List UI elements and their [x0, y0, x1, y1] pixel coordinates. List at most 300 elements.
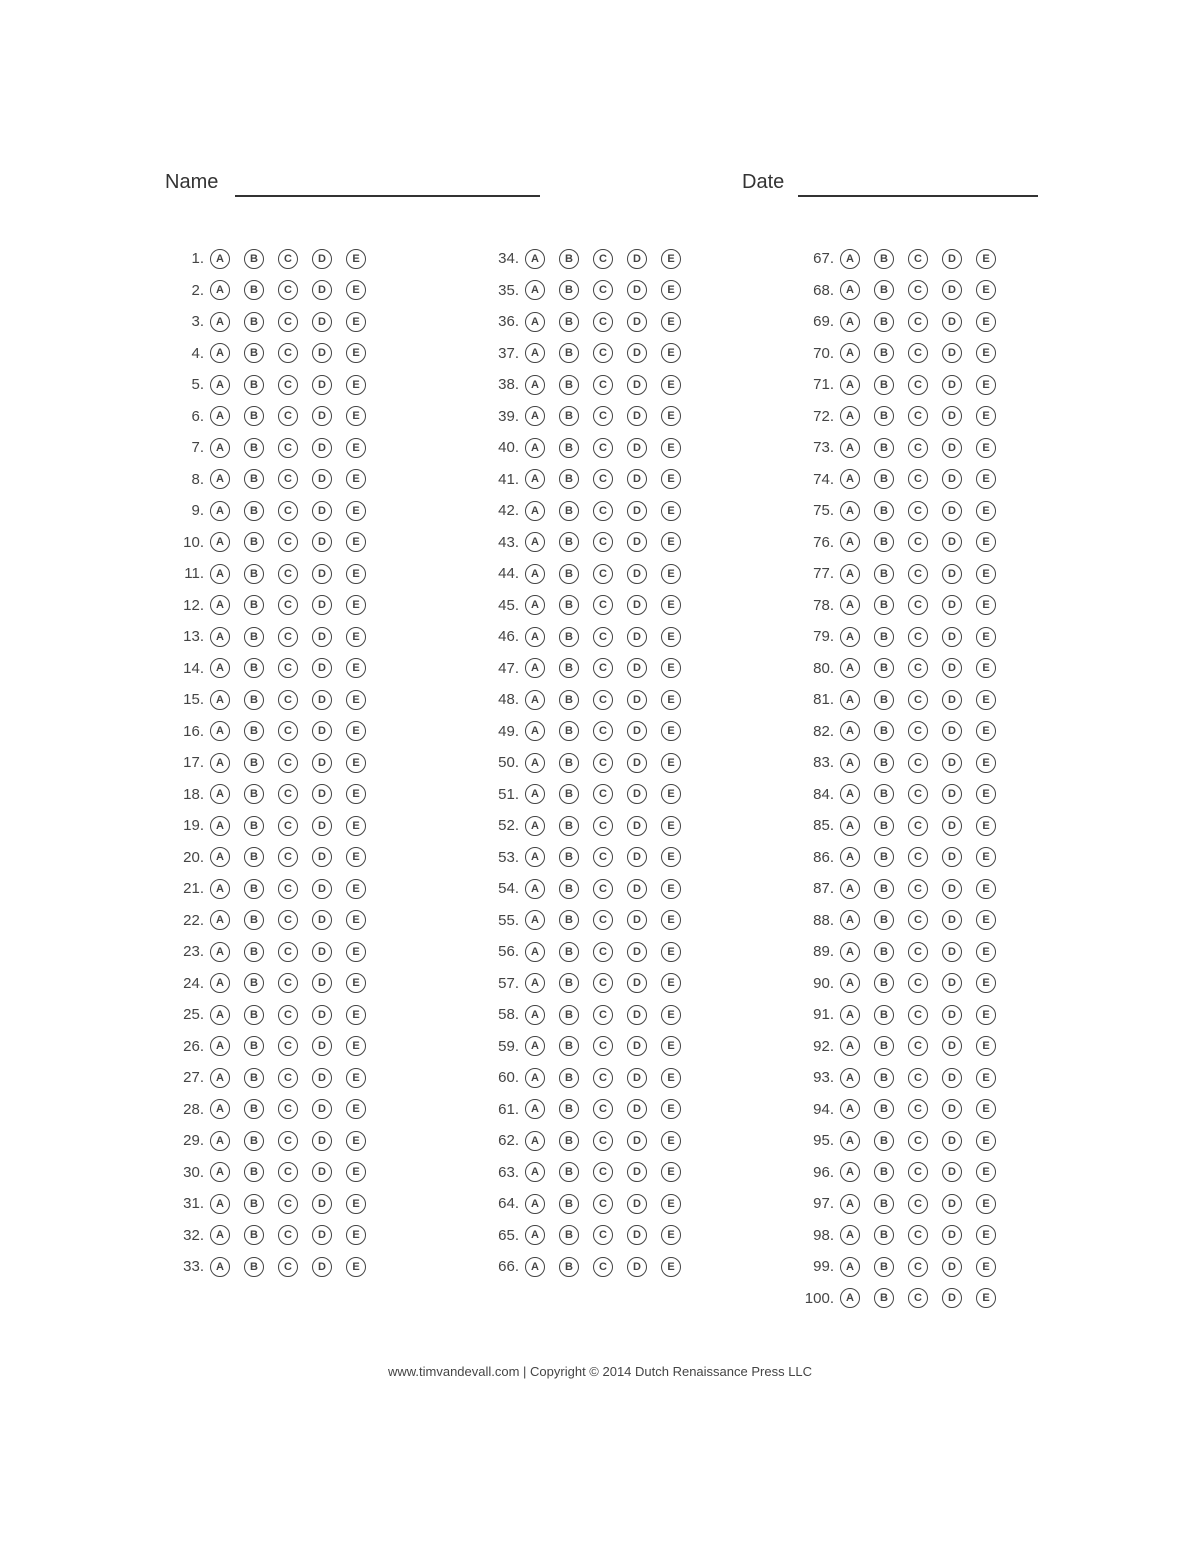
answer-bubble-d[interactable]: D: [627, 564, 647, 584]
answer-bubble-d[interactable]: D: [627, 312, 647, 332]
answer-bubble-a[interactable]: A: [840, 658, 860, 678]
answer-bubble-e[interactable]: E: [346, 564, 366, 584]
answer-bubble-a[interactable]: A: [210, 1225, 230, 1245]
answer-bubble-b[interactable]: B: [874, 595, 894, 615]
answer-bubble-b[interactable]: B: [874, 1068, 894, 1088]
answer-bubble-c[interactable]: C: [278, 816, 298, 836]
answer-bubble-d[interactable]: D: [942, 910, 962, 930]
answer-bubble-a[interactable]: A: [210, 406, 230, 426]
answer-bubble-d[interactable]: D: [312, 816, 332, 836]
answer-bubble-a[interactable]: A: [525, 1099, 545, 1119]
answer-bubble-e[interactable]: E: [661, 1225, 681, 1245]
answer-bubble-a[interactable]: A: [525, 1131, 545, 1151]
answer-bubble-c[interactable]: C: [278, 375, 298, 395]
answer-bubble-d[interactable]: D: [942, 1288, 962, 1308]
answer-bubble-d[interactable]: D: [627, 910, 647, 930]
answer-bubble-b[interactable]: B: [874, 312, 894, 332]
answer-bubble-d[interactable]: D: [312, 910, 332, 930]
answer-bubble-e[interactable]: E: [346, 1068, 366, 1088]
answer-bubble-e[interactable]: E: [976, 690, 996, 710]
answer-bubble-a[interactable]: A: [210, 249, 230, 269]
answer-bubble-b[interactable]: B: [244, 343, 264, 363]
answer-bubble-c[interactable]: C: [593, 1162, 613, 1182]
answer-bubble-b[interactable]: B: [244, 910, 264, 930]
answer-bubble-a[interactable]: A: [525, 1005, 545, 1025]
answer-bubble-e[interactable]: E: [976, 784, 996, 804]
answer-bubble-e[interactable]: E: [976, 1194, 996, 1214]
answer-bubble-b[interactable]: B: [244, 280, 264, 300]
answer-bubble-a[interactable]: A: [525, 406, 545, 426]
answer-bubble-e[interactable]: E: [661, 753, 681, 773]
answer-bubble-a[interactable]: A: [840, 1131, 860, 1151]
answer-bubble-a[interactable]: A: [525, 564, 545, 584]
answer-bubble-d[interactable]: D: [942, 406, 962, 426]
answer-bubble-c[interactable]: C: [908, 627, 928, 647]
answer-bubble-a[interactable]: A: [210, 879, 230, 899]
date-field[interactable]: [798, 195, 1038, 197]
answer-bubble-c[interactable]: C: [278, 879, 298, 899]
answer-bubble-a[interactable]: A: [210, 280, 230, 300]
answer-bubble-b[interactable]: B: [559, 343, 579, 363]
answer-bubble-a[interactable]: A: [525, 1225, 545, 1245]
answer-bubble-d[interactable]: D: [312, 942, 332, 962]
answer-bubble-c[interactable]: C: [908, 1005, 928, 1025]
answer-bubble-d[interactable]: D: [312, 280, 332, 300]
answer-bubble-c[interactable]: C: [278, 973, 298, 993]
answer-bubble-d[interactable]: D: [627, 406, 647, 426]
answer-bubble-e[interactable]: E: [661, 532, 681, 552]
answer-bubble-e[interactable]: E: [976, 343, 996, 363]
answer-bubble-d[interactable]: D: [942, 847, 962, 867]
answer-bubble-c[interactable]: C: [908, 375, 928, 395]
answer-bubble-e[interactable]: E: [661, 1131, 681, 1151]
answer-bubble-b[interactable]: B: [874, 1036, 894, 1056]
answer-bubble-d[interactable]: D: [942, 1131, 962, 1151]
answer-bubble-d[interactable]: D: [942, 280, 962, 300]
answer-bubble-d[interactable]: D: [627, 942, 647, 962]
answer-bubble-a[interactable]: A: [525, 627, 545, 647]
answer-bubble-a[interactable]: A: [525, 438, 545, 458]
answer-bubble-b[interactable]: B: [874, 343, 894, 363]
answer-bubble-e[interactable]: E: [661, 595, 681, 615]
answer-bubble-a[interactable]: A: [840, 753, 860, 773]
answer-bubble-d[interactable]: D: [942, 1257, 962, 1277]
answer-bubble-c[interactable]: C: [278, 658, 298, 678]
answer-bubble-e[interactable]: E: [976, 438, 996, 458]
answer-bubble-a[interactable]: A: [210, 784, 230, 804]
answer-bubble-b[interactable]: B: [874, 690, 894, 710]
answer-bubble-c[interactable]: C: [593, 343, 613, 363]
answer-bubble-a[interactable]: A: [525, 973, 545, 993]
answer-bubble-c[interactable]: C: [593, 847, 613, 867]
answer-bubble-e[interactable]: E: [346, 627, 366, 647]
answer-bubble-e[interactable]: E: [976, 406, 996, 426]
answer-bubble-a[interactable]: A: [525, 847, 545, 867]
answer-bubble-c[interactable]: C: [593, 375, 613, 395]
answer-bubble-c[interactable]: C: [908, 942, 928, 962]
answer-bubble-b[interactable]: B: [874, 1225, 894, 1245]
answer-bubble-e[interactable]: E: [976, 973, 996, 993]
answer-bubble-d[interactable]: D: [627, 1257, 647, 1277]
answer-bubble-d[interactable]: D: [312, 1005, 332, 1025]
answer-bubble-a[interactable]: A: [210, 1131, 230, 1151]
answer-bubble-c[interactable]: C: [278, 1257, 298, 1277]
answer-bubble-c[interactable]: C: [278, 343, 298, 363]
answer-bubble-c[interactable]: C: [278, 627, 298, 647]
answer-bubble-c[interactable]: C: [908, 784, 928, 804]
answer-bubble-d[interactable]: D: [942, 973, 962, 993]
answer-bubble-e[interactable]: E: [661, 501, 681, 521]
answer-bubble-c[interactable]: C: [908, 1036, 928, 1056]
answer-bubble-a[interactable]: A: [840, 627, 860, 647]
answer-bubble-a[interactable]: A: [525, 1257, 545, 1277]
answer-bubble-b[interactable]: B: [244, 879, 264, 899]
answer-bubble-a[interactable]: A: [840, 910, 860, 930]
answer-bubble-d[interactable]: D: [312, 847, 332, 867]
answer-bubble-e[interactable]: E: [976, 1131, 996, 1151]
answer-bubble-c[interactable]: C: [593, 627, 613, 647]
answer-bubble-a[interactable]: A: [840, 469, 860, 489]
answer-bubble-e[interactable]: E: [976, 942, 996, 962]
answer-bubble-a[interactable]: A: [840, 1068, 860, 1088]
answer-bubble-a[interactable]: A: [525, 280, 545, 300]
answer-bubble-d[interactable]: D: [627, 753, 647, 773]
answer-bubble-e[interactable]: E: [976, 721, 996, 741]
answer-bubble-d[interactable]: D: [942, 658, 962, 678]
answer-bubble-d[interactable]: D: [942, 249, 962, 269]
answer-bubble-d[interactable]: D: [627, 375, 647, 395]
answer-bubble-b[interactable]: B: [559, 595, 579, 615]
answer-bubble-a[interactable]: A: [525, 753, 545, 773]
answer-bubble-d[interactable]: D: [627, 280, 647, 300]
answer-bubble-a[interactable]: A: [210, 595, 230, 615]
answer-bubble-b[interactable]: B: [559, 564, 579, 584]
answer-bubble-b[interactable]: B: [559, 721, 579, 741]
answer-bubble-d[interactable]: D: [312, 879, 332, 899]
answer-bubble-d[interactable]: D: [312, 721, 332, 741]
answer-bubble-e[interactable]: E: [346, 280, 366, 300]
answer-bubble-e[interactable]: E: [346, 375, 366, 395]
answer-bubble-d[interactable]: D: [627, 658, 647, 678]
answer-bubble-c[interactable]: C: [278, 784, 298, 804]
answer-bubble-b[interactable]: B: [244, 595, 264, 615]
answer-bubble-b[interactable]: B: [559, 753, 579, 773]
answer-bubble-d[interactable]: D: [942, 312, 962, 332]
answer-bubble-e[interactable]: E: [661, 564, 681, 584]
answer-bubble-e[interactable]: E: [976, 312, 996, 332]
answer-bubble-b[interactable]: B: [559, 280, 579, 300]
answer-bubble-c[interactable]: C: [593, 280, 613, 300]
answer-bubble-d[interactable]: D: [312, 784, 332, 804]
answer-bubble-c[interactable]: C: [908, 1068, 928, 1088]
answer-bubble-c[interactable]: C: [593, 879, 613, 899]
answer-bubble-e[interactable]: E: [661, 280, 681, 300]
answer-bubble-e[interactable]: E: [661, 249, 681, 269]
answer-bubble-d[interactable]: D: [942, 879, 962, 899]
answer-bubble-b[interactable]: B: [874, 501, 894, 521]
answer-bubble-e[interactable]: E: [661, 879, 681, 899]
answer-bubble-a[interactable]: A: [210, 627, 230, 647]
answer-bubble-c[interactable]: C: [278, 532, 298, 552]
answer-bubble-e[interactable]: E: [976, 532, 996, 552]
answer-bubble-e[interactable]: E: [346, 312, 366, 332]
answer-bubble-d[interactable]: D: [312, 469, 332, 489]
answer-bubble-c[interactable]: C: [593, 784, 613, 804]
answer-bubble-d[interactable]: D: [942, 1225, 962, 1245]
answer-bubble-b[interactable]: B: [874, 910, 894, 930]
answer-bubble-d[interactable]: D: [627, 501, 647, 521]
answer-bubble-c[interactable]: C: [593, 312, 613, 332]
answer-bubble-a[interactable]: A: [525, 375, 545, 395]
answer-bubble-c[interactable]: C: [908, 564, 928, 584]
answer-bubble-a[interactable]: A: [210, 1005, 230, 1025]
answer-bubble-a[interactable]: A: [525, 784, 545, 804]
answer-bubble-a[interactable]: A: [840, 501, 860, 521]
answer-bubble-e[interactable]: E: [976, 501, 996, 521]
answer-bubble-e[interactable]: E: [976, 1068, 996, 1088]
answer-bubble-b[interactable]: B: [559, 910, 579, 930]
answer-bubble-a[interactable]: A: [840, 1194, 860, 1214]
answer-bubble-e[interactable]: E: [976, 1036, 996, 1056]
answer-bubble-b[interactable]: B: [244, 438, 264, 458]
answer-bubble-c[interactable]: C: [908, 847, 928, 867]
answer-bubble-b[interactable]: B: [559, 501, 579, 521]
answer-bubble-b[interactable]: B: [874, 879, 894, 899]
answer-bubble-b[interactable]: B: [874, 280, 894, 300]
answer-bubble-c[interactable]: C: [908, 879, 928, 899]
answer-bubble-d[interactable]: D: [312, 564, 332, 584]
answer-bubble-a[interactable]: A: [525, 469, 545, 489]
answer-bubble-e[interactable]: E: [976, 816, 996, 836]
answer-bubble-a[interactable]: A: [840, 973, 860, 993]
answer-bubble-c[interactable]: C: [908, 816, 928, 836]
answer-bubble-b[interactable]: B: [559, 1068, 579, 1088]
answer-bubble-e[interactable]: E: [661, 375, 681, 395]
answer-bubble-e[interactable]: E: [346, 406, 366, 426]
answer-bubble-b[interactable]: B: [559, 469, 579, 489]
answer-bubble-c[interactable]: C: [593, 438, 613, 458]
answer-bubble-a[interactable]: A: [840, 784, 860, 804]
answer-bubble-b[interactable]: B: [244, 627, 264, 647]
answer-bubble-b[interactable]: B: [244, 375, 264, 395]
answer-bubble-a[interactable]: A: [525, 910, 545, 930]
answer-bubble-b[interactable]: B: [559, 532, 579, 552]
answer-bubble-e[interactable]: E: [661, 1036, 681, 1056]
answer-bubble-b[interactable]: B: [244, 469, 264, 489]
answer-bubble-c[interactable]: C: [278, 501, 298, 521]
answer-bubble-a[interactable]: A: [840, 1162, 860, 1182]
answer-bubble-a[interactable]: A: [525, 879, 545, 899]
answer-bubble-d[interactable]: D: [312, 595, 332, 615]
answer-bubble-c[interactable]: C: [278, 1194, 298, 1214]
answer-bubble-a[interactable]: A: [210, 658, 230, 678]
answer-bubble-c[interactable]: C: [593, 1036, 613, 1056]
answer-bubble-c[interactable]: C: [593, 942, 613, 962]
answer-bubble-c[interactable]: C: [278, 1099, 298, 1119]
answer-bubble-e[interactable]: E: [661, 406, 681, 426]
answer-bubble-e[interactable]: E: [346, 690, 366, 710]
answer-bubble-e[interactable]: E: [976, 658, 996, 678]
answer-bubble-b[interactable]: B: [559, 1162, 579, 1182]
answer-bubble-b[interactable]: B: [874, 375, 894, 395]
answer-bubble-a[interactable]: A: [210, 564, 230, 584]
answer-bubble-c[interactable]: C: [908, 1194, 928, 1214]
answer-bubble-d[interactable]: D: [312, 1099, 332, 1119]
answer-bubble-b[interactable]: B: [559, 406, 579, 426]
answer-bubble-c[interactable]: C: [278, 721, 298, 741]
answer-bubble-a[interactable]: A: [840, 375, 860, 395]
answer-bubble-d[interactable]: D: [627, 1068, 647, 1088]
answer-bubble-e[interactable]: E: [346, 1162, 366, 1182]
answer-bubble-d[interactable]: D: [627, 847, 647, 867]
answer-bubble-c[interactable]: C: [593, 1194, 613, 1214]
answer-bubble-c[interactable]: C: [593, 406, 613, 426]
answer-bubble-d[interactable]: D: [627, 1036, 647, 1056]
answer-bubble-b[interactable]: B: [874, 532, 894, 552]
answer-bubble-d[interactable]: D: [627, 1131, 647, 1151]
answer-bubble-d[interactable]: D: [312, 501, 332, 521]
answer-bubble-d[interactable]: D: [942, 1099, 962, 1119]
answer-bubble-a[interactable]: A: [210, 469, 230, 489]
answer-bubble-c[interactable]: C: [593, 564, 613, 584]
answer-bubble-b[interactable]: B: [559, 249, 579, 269]
answer-bubble-b[interactable]: B: [559, 658, 579, 678]
answer-bubble-a[interactable]: A: [840, 1288, 860, 1308]
answer-bubble-c[interactable]: C: [908, 1225, 928, 1245]
answer-bubble-a[interactable]: A: [525, 343, 545, 363]
answer-bubble-c[interactable]: C: [908, 1099, 928, 1119]
answer-bubble-d[interactable]: D: [627, 532, 647, 552]
answer-bubble-d[interactable]: D: [942, 564, 962, 584]
answer-bubble-b[interactable]: B: [244, 784, 264, 804]
answer-bubble-c[interactable]: C: [278, 847, 298, 867]
answer-bubble-d[interactable]: D: [942, 532, 962, 552]
answer-bubble-a[interactable]: A: [210, 753, 230, 773]
answer-bubble-c[interactable]: C: [593, 753, 613, 773]
answer-bubble-a[interactable]: A: [840, 564, 860, 584]
answer-bubble-a[interactable]: A: [840, 280, 860, 300]
answer-bubble-b[interactable]: B: [559, 438, 579, 458]
answer-bubble-c[interactable]: C: [908, 280, 928, 300]
answer-bubble-a[interactable]: A: [210, 721, 230, 741]
answer-bubble-d[interactable]: D: [627, 1225, 647, 1245]
answer-bubble-e[interactable]: E: [346, 438, 366, 458]
answer-bubble-e[interactable]: E: [346, 1131, 366, 1151]
answer-bubble-d[interactable]: D: [942, 784, 962, 804]
answer-bubble-d[interactable]: D: [312, 753, 332, 773]
answer-bubble-c[interactable]: C: [278, 438, 298, 458]
answer-bubble-b[interactable]: B: [244, 312, 264, 332]
answer-bubble-e[interactable]: E: [661, 690, 681, 710]
answer-bubble-c[interactable]: C: [593, 1257, 613, 1277]
answer-bubble-b[interactable]: B: [244, 564, 264, 584]
answer-bubble-b[interactable]: B: [874, 627, 894, 647]
answer-bubble-e[interactable]: E: [976, 1162, 996, 1182]
answer-bubble-d[interactable]: D: [627, 595, 647, 615]
answer-bubble-a[interactable]: A: [210, 910, 230, 930]
answer-bubble-c[interactable]: C: [908, 1162, 928, 1182]
answer-bubble-e[interactable]: E: [346, 1005, 366, 1025]
answer-bubble-a[interactable]: A: [210, 438, 230, 458]
answer-bubble-d[interactable]: D: [312, 375, 332, 395]
answer-bubble-a[interactable]: A: [525, 312, 545, 332]
answer-bubble-e[interactable]: E: [976, 1257, 996, 1277]
answer-bubble-e[interactable]: E: [661, 784, 681, 804]
answer-bubble-b[interactable]: B: [559, 879, 579, 899]
answer-bubble-d[interactable]: D: [312, 1194, 332, 1214]
answer-bubble-d[interactable]: D: [627, 690, 647, 710]
answer-bubble-b[interactable]: B: [559, 375, 579, 395]
answer-bubble-c[interactable]: C: [278, 249, 298, 269]
answer-bubble-d[interactable]: D: [312, 1068, 332, 1088]
answer-bubble-e[interactable]: E: [346, 879, 366, 899]
answer-bubble-b[interactable]: B: [874, 721, 894, 741]
answer-bubble-b[interactable]: B: [559, 942, 579, 962]
answer-bubble-d[interactable]: D: [312, 1131, 332, 1151]
answer-bubble-c[interactable]: C: [908, 658, 928, 678]
answer-bubble-e[interactable]: E: [661, 721, 681, 741]
answer-bubble-a[interactable]: A: [525, 1162, 545, 1182]
answer-bubble-b[interactable]: B: [559, 816, 579, 836]
answer-bubble-a[interactable]: A: [525, 1068, 545, 1088]
answer-bubble-d[interactable]: D: [627, 1005, 647, 1025]
answer-bubble-c[interactable]: C: [593, 469, 613, 489]
answer-bubble-d[interactable]: D: [942, 690, 962, 710]
answer-bubble-a[interactable]: A: [210, 375, 230, 395]
answer-bubble-d[interactable]: D: [312, 1257, 332, 1277]
answer-bubble-c[interactable]: C: [593, 1005, 613, 1025]
answer-bubble-b[interactable]: B: [244, 658, 264, 678]
answer-bubble-a[interactable]: A: [210, 1162, 230, 1182]
answer-bubble-b[interactable]: B: [244, 1036, 264, 1056]
answer-bubble-a[interactable]: A: [840, 1005, 860, 1025]
answer-bubble-c[interactable]: C: [278, 942, 298, 962]
answer-bubble-a[interactable]: A: [525, 501, 545, 521]
answer-bubble-c[interactable]: C: [593, 595, 613, 615]
answer-bubble-e[interactable]: E: [346, 469, 366, 489]
answer-bubble-a[interactable]: A: [840, 1225, 860, 1245]
answer-bubble-b[interactable]: B: [874, 816, 894, 836]
answer-bubble-c[interactable]: C: [908, 469, 928, 489]
answer-bubble-e[interactable]: E: [976, 595, 996, 615]
answer-bubble-b[interactable]: B: [244, 501, 264, 521]
answer-bubble-a[interactable]: A: [840, 595, 860, 615]
answer-bubble-d[interactable]: D: [312, 312, 332, 332]
answer-bubble-e[interactable]: E: [661, 973, 681, 993]
answer-bubble-e[interactable]: E: [346, 1194, 366, 1214]
answer-bubble-b[interactable]: B: [874, 406, 894, 426]
answer-bubble-b[interactable]: B: [874, 973, 894, 993]
answer-bubble-d[interactable]: D: [312, 406, 332, 426]
answer-bubble-e[interactable]: E: [661, 1099, 681, 1119]
answer-bubble-d[interactable]: D: [627, 1162, 647, 1182]
answer-bubble-e[interactable]: E: [346, 343, 366, 363]
answer-bubble-b[interactable]: B: [244, 721, 264, 741]
answer-bubble-b[interactable]: B: [244, 1131, 264, 1151]
answer-bubble-c[interactable]: C: [593, 721, 613, 741]
answer-bubble-b[interactable]: B: [559, 1099, 579, 1119]
answer-bubble-e[interactable]: E: [346, 501, 366, 521]
answer-bubble-d[interactable]: D: [627, 469, 647, 489]
answer-bubble-d[interactable]: D: [942, 816, 962, 836]
answer-bubble-a[interactable]: A: [840, 879, 860, 899]
answer-bubble-c[interactable]: C: [908, 1257, 928, 1277]
answer-bubble-e[interactable]: E: [976, 469, 996, 489]
answer-bubble-e[interactable]: E: [346, 595, 366, 615]
answer-bubble-c[interactable]: C: [278, 406, 298, 426]
answer-bubble-c[interactable]: C: [278, 753, 298, 773]
answer-bubble-b[interactable]: B: [874, 942, 894, 962]
